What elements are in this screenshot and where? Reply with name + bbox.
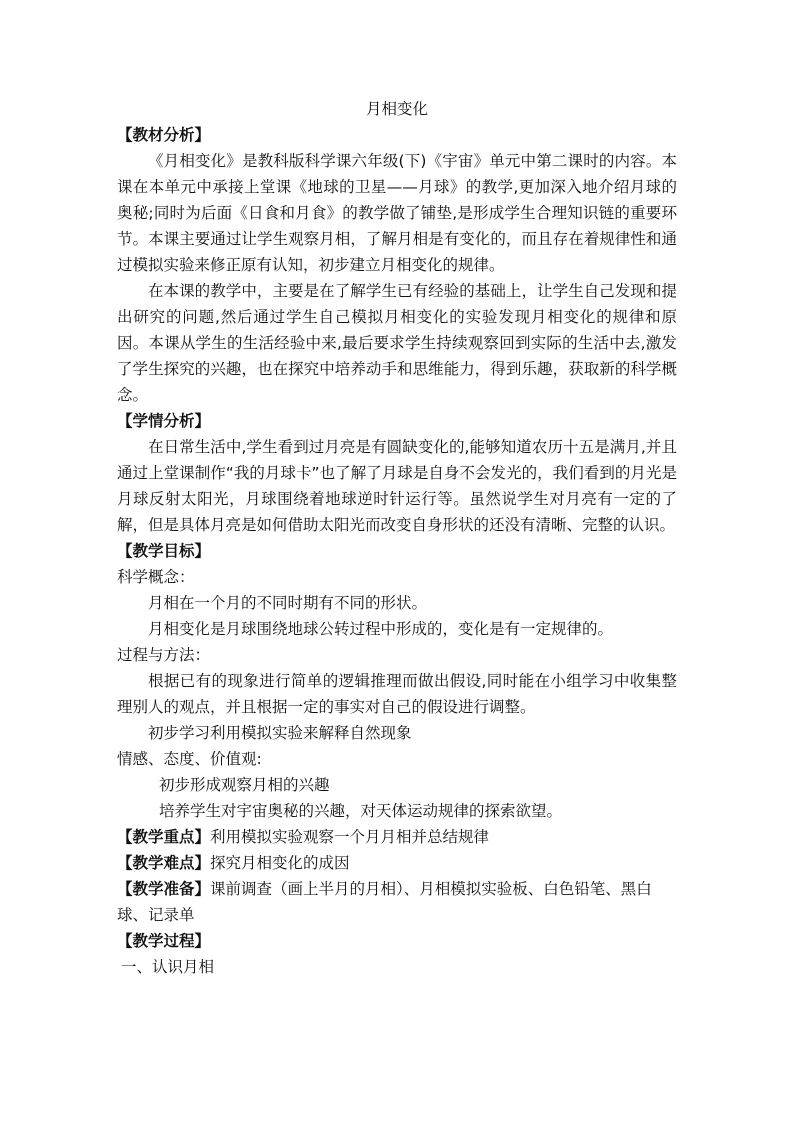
heading-key-point: 【教学重点】 [117,828,211,846]
heading-teaching-goals: 【教学目标】 [117,542,211,560]
section-teaching-process [117,928,677,980]
goal-concept-1: 月相在一个月的不同时期有不同的形状。 [148,594,428,612]
label-emotion-values: 情感、态度、价值观: [117,750,262,768]
goal-process-1: 根据已有的现象进行简单的逻辑推理而做出假设,同时能在小组学习中收集整理别人的观点，并且根据一定的事实对自己的假设进行调整。 [117,672,677,716]
label-science-concept: 科学概念： [117,568,195,586]
heading-teaching-process: 【教学过程】 [117,932,211,950]
heading-material-analysis: 【教材分析】 [117,126,211,144]
text-difficulty: 探究月相变化的成因 [210,854,350,872]
paragraph-student-1: 在日常生活中,学生看到过月亮是有圆缺变化的,能够知道农历十五是满月,并且通过上堂课制作“我的月球卡”也了解了月球是自身不会发光的，我们看到的月光是月球反射太阳光，月球围绕着地球逆时针运行等。虽然说学生对月亮有一定的了解，但是具体月亮是如何借助太阳光而改变自身形状的还没有清晰、完整的认识。 [117,438,677,534]
line-preparation [117,876,677,928]
heading-student-analysis: 【学情分析】 [117,412,211,430]
document-page [117,96,677,980]
section-teaching-goals [117,538,677,824]
text-preparation: 课前调查（画上半月的月相）、月相模拟实验板、白色铅笔、黑白球、记录单 [117,880,652,924]
paragraph-material-2: 在本课的教学中，主要是在了解学生已有经验的基础上，让学生自己发现和提出研究的问题,然后通过学生自己模拟月相变化的实验发现月相变化的规律和原因。本课从学生的生活经验中来,最后要求学生持续观察回到实际的生活中去,激发了学生探究的兴趣，也在探究中培养动手和思维能力，得到乐趣，获取新的科学概念。 [117,282,677,404]
section-student-analysis [117,408,677,538]
page-title: 月相变化 [365,100,428,118]
process-step-1: 一、认识月相 [121,958,215,976]
goal-emotion-2: 培养学生对宇宙奥秘的兴趣，对天体运动规律的探索欲望。 [159,802,563,820]
goal-process-2: 初步学习利用模拟实验来解释自然现象 [148,724,412,742]
label-process-method: 过程与方法： [117,646,211,664]
text-key-point: 利用模拟实验观察一个月月相并总结规律 [210,828,490,846]
line-key-point [117,824,677,850]
heading-difficulty: 【教学难点】 [117,854,211,872]
section-material-analysis [117,122,677,408]
goal-emotion-1: 初步形成观察月相的兴趣 [159,776,330,794]
paragraph-material-1: 《月相变化》是教科版科学课六年级(下)《宇宙》单元中第二课时的内容。本课在本单元中承接上堂课《地球的卫星——月球》的教学,更加深入地介绍月球的奥秘;同时为后面《日食和月食》的教学做了铺垫,是形成学生合理知识链的重要环节。本课主要通过让学生观察月相，了解月相是有变化的，而且存在着规律性和通过模拟实验来修正原有认知，初步建立月相变化的规律。 [117,152,677,274]
line-difficulty [117,850,677,876]
heading-preparation: 【教学准备】 [117,880,211,898]
goal-concept-2: 月相变化是月球围绕地球公转过程中形成的，变化是有一定规律的。 [148,620,614,638]
